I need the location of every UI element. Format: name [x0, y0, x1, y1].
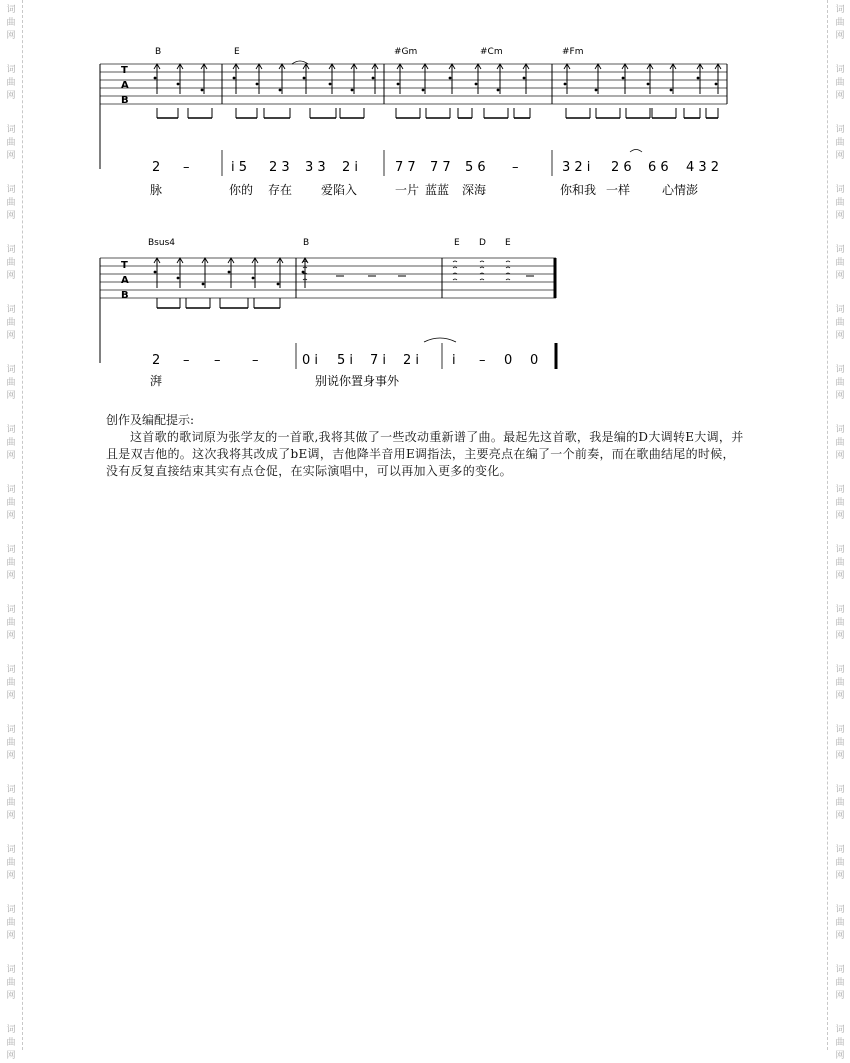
notes-heading: 创作及编配提示:: [106, 413, 195, 427]
watermark-text: 词 曲 网: [6, 605, 16, 641]
fret-dot: [697, 77, 700, 80]
fret-dot: [201, 89, 204, 92]
fret-dot: [422, 89, 425, 92]
fret-dot: [497, 89, 500, 92]
notation-note: 2 6: [611, 160, 632, 175]
fret-dot: [397, 83, 400, 86]
lyric-text: 一样: [606, 183, 631, 197]
watermark-text: 词 曲 网: [835, 365, 845, 401]
watermark-text: 词 曲 网: [6, 665, 16, 701]
arpeggio-mark: [453, 279, 457, 280]
fret-dot: [622, 77, 625, 80]
notation-note: –: [512, 160, 519, 175]
fret-dot: [670, 89, 673, 92]
numbered-notation-2: [152, 353, 538, 368]
notation-note: 5 6: [465, 160, 486, 175]
arpeggio-mark: [453, 267, 457, 268]
chord-name: D: [479, 238, 486, 248]
notation-note: –: [479, 353, 486, 368]
tie-mark: [424, 338, 456, 342]
arpeggio-mark: [506, 267, 510, 268]
watermark-text: 词 曲 网: [835, 845, 845, 881]
notation-note: 3 2 i: [562, 160, 591, 175]
notation-note: 2 i: [403, 353, 420, 368]
lyric-text: 爱陷入: [321, 183, 358, 197]
lyric-text: 存在: [268, 183, 293, 197]
fret-dot: [475, 83, 478, 86]
fret-dot: [303, 77, 306, 80]
watermark-text: 词 曲 网: [835, 185, 845, 221]
watermark-text: 词 曲 网: [6, 185, 16, 221]
chord-name: B: [155, 47, 162, 57]
fret-dot: [372, 77, 375, 80]
tab-staff-2: [100, 258, 556, 363]
watermark-text: 词 曲 网: [6, 785, 16, 821]
lyric-text: 别说你置身事外: [315, 374, 400, 388]
chord-name: E: [234, 47, 240, 57]
watermark-text: 词 曲 网: [6, 905, 16, 941]
notation-note: 4 3 2: [686, 160, 720, 175]
notation-note: 2: [152, 353, 161, 368]
lyric-text: 心情澎: [662, 183, 699, 197]
tab-letter-t: T: [121, 260, 128, 271]
fret-dot: [564, 83, 567, 86]
fret-dot: [154, 271, 157, 274]
watermark-text: 词 曲 网: [6, 125, 16, 161]
notation-note: 2: [152, 160, 161, 175]
watermark-text: 词 曲 网: [6, 245, 16, 281]
notation-note: 2 i: [342, 160, 359, 175]
fret-dot: [177, 277, 180, 280]
notation-note: i 5: [231, 160, 248, 175]
watermark-text: 词 曲 网: [835, 1025, 845, 1061]
notation-note: –: [214, 353, 221, 368]
watermark-text: 词 曲 网: [835, 665, 845, 701]
lyric-text: 湃: [150, 374, 163, 388]
watermark-text: 词 曲 网: [835, 725, 845, 761]
tablature-score: [0, 0, 850, 400]
tie-mark: [292, 61, 308, 64]
tab-letter-a: A: [121, 275, 129, 286]
watermark-text: 词 曲 网: [6, 845, 16, 881]
watermark-text: 词 曲 网: [6, 485, 16, 521]
fret-dot: [351, 89, 354, 92]
notation-note: 7 7: [430, 160, 451, 175]
lyric-text: 一片: [395, 183, 420, 197]
watermark-text: 词 曲 网: [835, 485, 845, 521]
chord-name: Bsus4: [148, 238, 175, 248]
fret-dot: [177, 83, 180, 86]
tie-mark: [630, 150, 642, 153]
watermark-text: 词 曲 网: [6, 425, 16, 461]
tab-letters-2: [121, 260, 129, 301]
watermark-text: 词 曲 网: [6, 65, 16, 101]
notation-note: 0: [530, 353, 539, 368]
watermark-text: 词 曲 网: [835, 65, 845, 101]
tab-letter-b: B: [121, 95, 129, 106]
watermark-text: 词 曲 网: [6, 365, 16, 401]
notation-note: 7 7: [395, 160, 416, 175]
fret-dot: [523, 77, 526, 80]
arpeggio-mark: [480, 267, 484, 268]
fret-dot: [595, 89, 598, 92]
watermark-text: 词 曲 网: [835, 245, 845, 281]
notation-note: 2 3: [269, 160, 290, 175]
watermark-text: 词 曲 网: [835, 305, 845, 341]
lyric-text: 深海: [462, 183, 487, 197]
fret-dot: [252, 277, 255, 280]
notation-note: –: [183, 353, 190, 368]
watermark-text: 词 曲 网: [6, 545, 16, 581]
fret-dot: [154, 77, 157, 80]
notation-note: i: [452, 353, 456, 368]
arpeggio-mark: [453, 261, 457, 262]
fret-dot: [202, 283, 205, 286]
notation-note: 3 3: [305, 160, 326, 175]
watermark-text: 词 曲 网: [835, 605, 845, 641]
lyrics-2: [150, 373, 400, 388]
watermark-text: 词 曲 网: [6, 965, 16, 1001]
watermark-text: 词 曲 网: [835, 785, 845, 821]
lyric-text: 脉: [150, 183, 163, 197]
chord-names-2: [148, 238, 511, 248]
watermark-text: 词 曲 网: [6, 305, 16, 341]
arpeggio-mark: [480, 279, 484, 280]
watermark-text: 词 曲 网: [835, 545, 845, 581]
fret-dot: [279, 89, 282, 92]
chord-name: E: [454, 238, 460, 248]
fret-dot: [449, 77, 452, 80]
chord-name: B: [303, 238, 310, 248]
chord-name: #Gm: [394, 47, 418, 57]
tab-letters-1: [121, 65, 129, 106]
fret-dot: [329, 83, 332, 86]
notation-note: –: [183, 160, 190, 175]
watermark-text: 词 曲 网: [6, 1025, 16, 1061]
notation-note: 6 6: [648, 160, 669, 175]
lyric-text: 你的: [229, 183, 254, 197]
notation-note: 0 i: [302, 353, 319, 368]
fret-dot: [228, 271, 231, 274]
tab-content-1: [154, 61, 721, 176]
fret-dot: [256, 83, 259, 86]
watermark-text: 词 曲 网: [6, 725, 16, 761]
tab-staff-1: [100, 64, 727, 169]
notation-note: –: [252, 353, 259, 368]
arpeggio-mark: [506, 261, 510, 262]
chord-name: #Fm: [562, 47, 584, 57]
lyric-text: 蓝蓝: [425, 183, 450, 197]
watermark-text: 词 曲 网: [835, 965, 845, 1001]
tab-letter-b: B: [121, 290, 129, 301]
watermark-text: 词 曲 网: [835, 425, 845, 461]
fret-dot: [233, 77, 236, 80]
notation-note: 7 i: [370, 353, 387, 368]
lyric-text: 你和我: [560, 183, 597, 197]
watermark-text: 词 曲 网: [835, 125, 845, 161]
chord-name: E: [505, 238, 511, 248]
notation-note: 0: [504, 353, 513, 368]
tab-letter-t: T: [121, 65, 128, 76]
composition-notes: [106, 412, 746, 480]
watermark-text: 词 曲 网: [835, 5, 845, 41]
lyrics-1: [150, 182, 698, 197]
chord-names-1: [155, 47, 584, 57]
fret-dot: [647, 83, 650, 86]
arpeggio-mark: [506, 279, 510, 280]
notes-body: 这首歌的歌词原为张学友的一首歌,我将其做了一些改动重新谱了曲。最起先这首歌，我是编的D大调转E大调，并且是双吉他的。这次我将其改成了bE调，吉他降半音用E调指法，主要亮点在编了一个前奏，而在歌曲结尾的时候，没有反复直接结束其实有点仓促，在实际演唱中，可以再加入更多的变化。: [106, 430, 744, 478]
watermark-text: 词 曲 网: [835, 905, 845, 941]
notation-note: 5 i: [337, 353, 354, 368]
fret-dot: [277, 283, 280, 286]
numbered-notation-1: [152, 160, 719, 175]
fret-dot: [715, 83, 718, 86]
chord-name: #Cm: [480, 47, 503, 57]
tab-letter-a: A: [121, 80, 129, 91]
arpeggio-mark: [480, 261, 484, 262]
watermark-text: 词 曲 网: [6, 5, 16, 41]
